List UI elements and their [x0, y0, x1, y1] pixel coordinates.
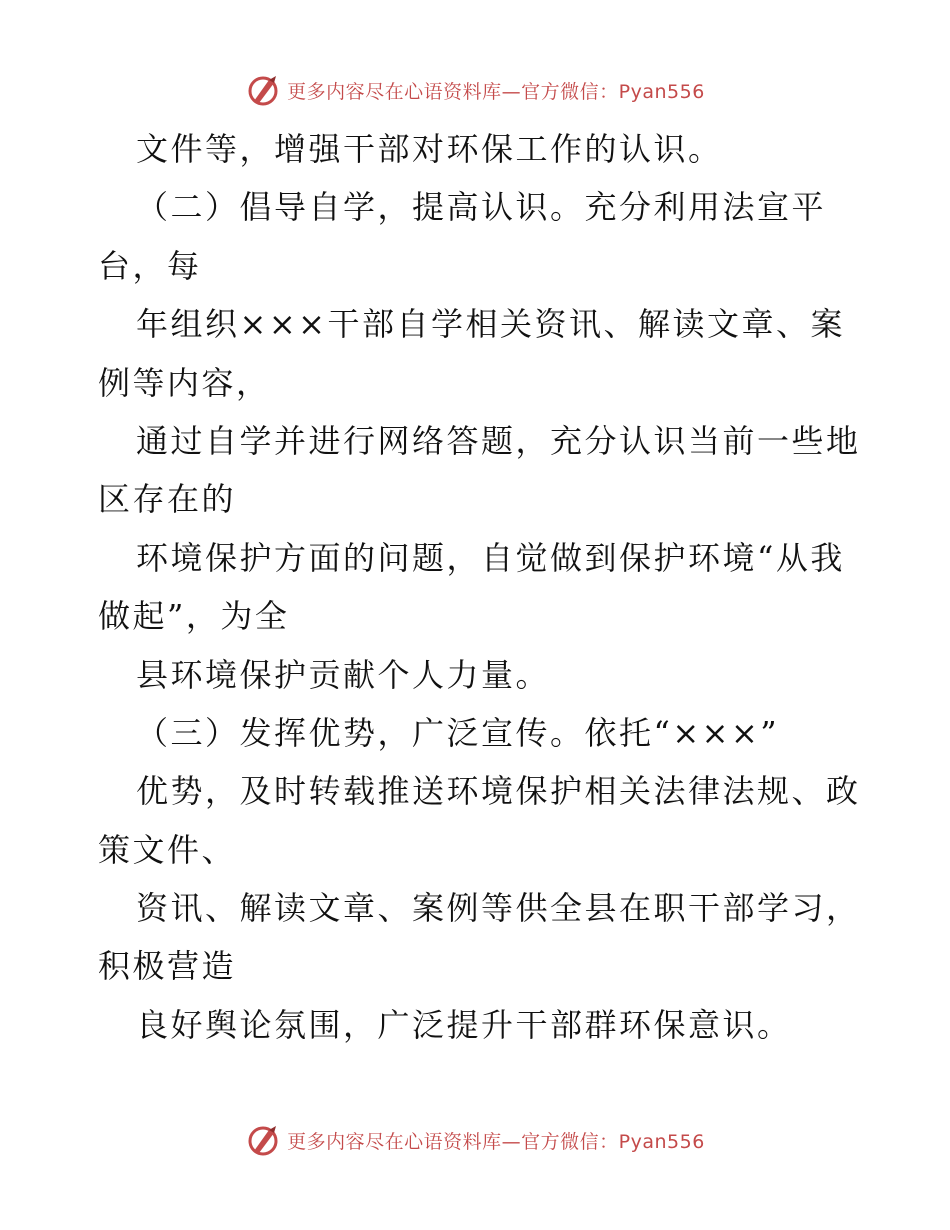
paragraph-line: 县环境保护贡献个人力量。: [136, 655, 551, 694]
paragraph-line: 积极营造: [98, 947, 237, 986]
paragraph-line: （三）发挥优势，广泛宣传。依托“×××”: [136, 713, 780, 752]
paragraph-line: 文件等，增强干部对环保工作的认识。: [136, 130, 723, 168]
paragraph-line: 区存在的: [98, 480, 237, 519]
quill-logo-icon: [245, 72, 281, 108]
paragraph-line: 良好舆论氛围，广泛提升干部群环保意识。: [136, 1005, 792, 1044]
paragraph-line: 年组织×××干部自学相关资讯、解读文章、案: [136, 305, 845, 344]
paragraph-line: （二）倡导自学，提高认识。充分利用法宣平: [136, 188, 827, 227]
footer-banner: [0, 1120, 950, 1160]
footer-banner-text: 更多内容尽在心语资料库—官方微信：Pyan556: [287, 1130, 705, 1153]
paragraph-line: 台，每: [98, 246, 202, 285]
paragraph-line: 资讯、解读文章、案例等供全县在职干部学习，: [136, 889, 861, 928]
paragraph-line: 环境保护方面的问题，自觉做到保护环境“从我: [136, 538, 845, 577]
document-body: [98, 120, 861, 1054]
paragraph-line: 例等内容，: [98, 363, 271, 402]
paragraph-line: 策文件、: [98, 830, 237, 869]
quill-logo-icon: [245, 1122, 281, 1158]
paragraph-line: 通过自学并进行网络答题，充分认识当前一些地: [136, 421, 861, 460]
paragraph-line: 做起”，为全: [98, 597, 290, 636]
paragraph-line: 优势，及时转载推送环境保护相关法律法规、政: [136, 772, 861, 811]
header-banner: [0, 70, 950, 110]
header-banner-text: 更多内容尽在心语资料库—官方微信：Pyan556: [287, 80, 705, 103]
